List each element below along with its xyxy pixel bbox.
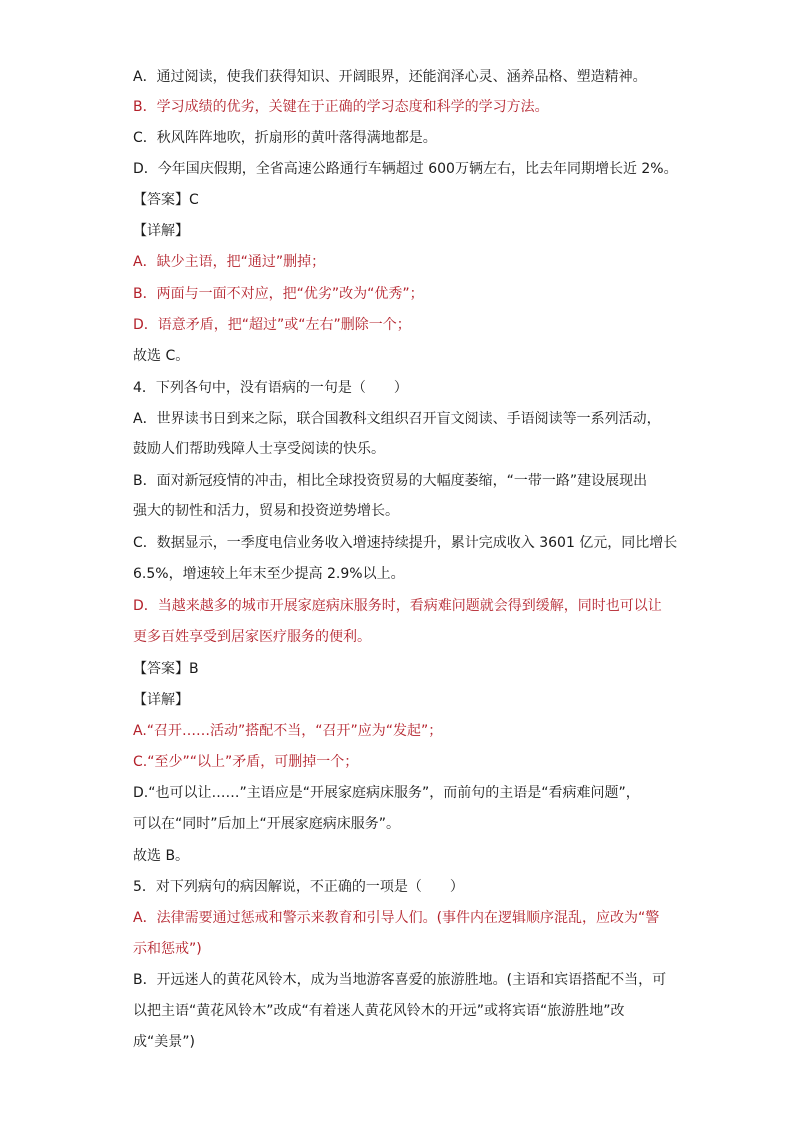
q4-option-a-line2: 鼓励人们帮助残障人士享受阅读的快乐。	[133, 441, 385, 457]
q4-conclusion-line: 故选 B。	[133, 848, 190, 864]
explanation-label: 【详解】	[133, 223, 189, 239]
option-b-line: B．学习成绩的优劣，关键在于正确的学习态度和科学的学习方法。	[133, 99, 549, 115]
q5-option-b-line2: 以把主语“黄花风铃木”改成“有着迷人黄花风铃木的开远”或将宾语“旅游胜地”改	[133, 1003, 625, 1019]
q4-explanation-d-line2: 可以在“同时”后加上“开展家庭病床服务”。	[133, 816, 401, 832]
q4-explanation-d-line1: D.“也可以让……”主语应是“开展家庭病床服务”，而前句的主语是“看病难问题”，	[133, 785, 640, 801]
q4-option-a-line1: A．世界读书日到来之际，联合国教科文组织召开盲文阅读、手语阅读等一系列活动，	[133, 411, 661, 427]
option-d-line: D．今年国庆假期，全省高速公路通行车辆超过 600万辆左右，比去年同期增长近 2%。	[133, 161, 678, 177]
conclusion-line: 故选 C。	[133, 348, 190, 364]
q5-option-a-line2: 示和惩戒”)	[133, 941, 202, 957]
q4-explanation-a: A.“召开……活动”搭配不当，“召开”应为“发起”；	[133, 723, 443, 739]
q4-explanation-label: 【详解】	[133, 692, 189, 708]
explanation-a: A．缺少主语，把“通过”删掉；	[133, 254, 326, 270]
q5-option-a-line1: A．法律需要通过惩戒和警示来教育和引导人们。(事件内在逻辑顺序混乱，应改为“警	[133, 910, 660, 926]
q4-answer-label: 【答案】B	[133, 661, 199, 677]
question-5-title: 5．对下列病句的病因解说，不正确的一项是（ ）	[133, 879, 464, 895]
option-a-line: A．通过阅读，使我们获得知识、开阔眼界，还能润泽心灵、涵养品格、塑造精神。	[133, 69, 647, 85]
q5-option-b-line1: B．开远迷人的黄花风铃木，成为当地游客喜爱的旅游胜地。(主语和宾语搭配不当，可	[133, 972, 667, 988]
explanation-b: B．两面与一面不对应，把“优劣”改为“优秀”；	[133, 286, 424, 302]
q4-option-c-line2: 6.5%，增速较上年末至少提高 2.9%以上。	[133, 566, 405, 582]
q4-option-d-line2: 更多百姓享受到居家医疗服务的便利。	[133, 629, 371, 645]
q4-option-b-line1: B．面对新冠疫情的冲击，相比全球投资贸易的大幅度萎缩，“一带一路”建设展现出	[133, 473, 648, 489]
q4-option-c-line1: C．数据显示，一季度电信业务收入增速持续提升，累计完成收入 3601 亿元，同比增长	[133, 535, 678, 551]
q4-option-b-line2: 强大的韧性和活力，贸易和投资逆势增长。	[133, 503, 399, 519]
answer-label: 【答案】C	[133, 192, 199, 208]
q4-explanation-c: C.“至少”“以上”矛盾，可删掉一个；	[133, 754, 359, 770]
option-c-line: C．秋风阵阵地吹，折扇形的黄叶落得满地都是。	[133, 130, 437, 146]
q4-option-d-line1: D．当越来越多的城市开展家庭病床服务时，看病难问题就会得到缓解，同时也可以让	[133, 598, 662, 614]
q5-option-b-line3: 成“美景”)	[133, 1034, 195, 1050]
explanation-d: D．语意矛盾，把“超过”或“左右”删除一个；	[133, 317, 411, 333]
question-4-title: 4．下列各句中，没有语病的一句是（ ）	[133, 380, 408, 396]
